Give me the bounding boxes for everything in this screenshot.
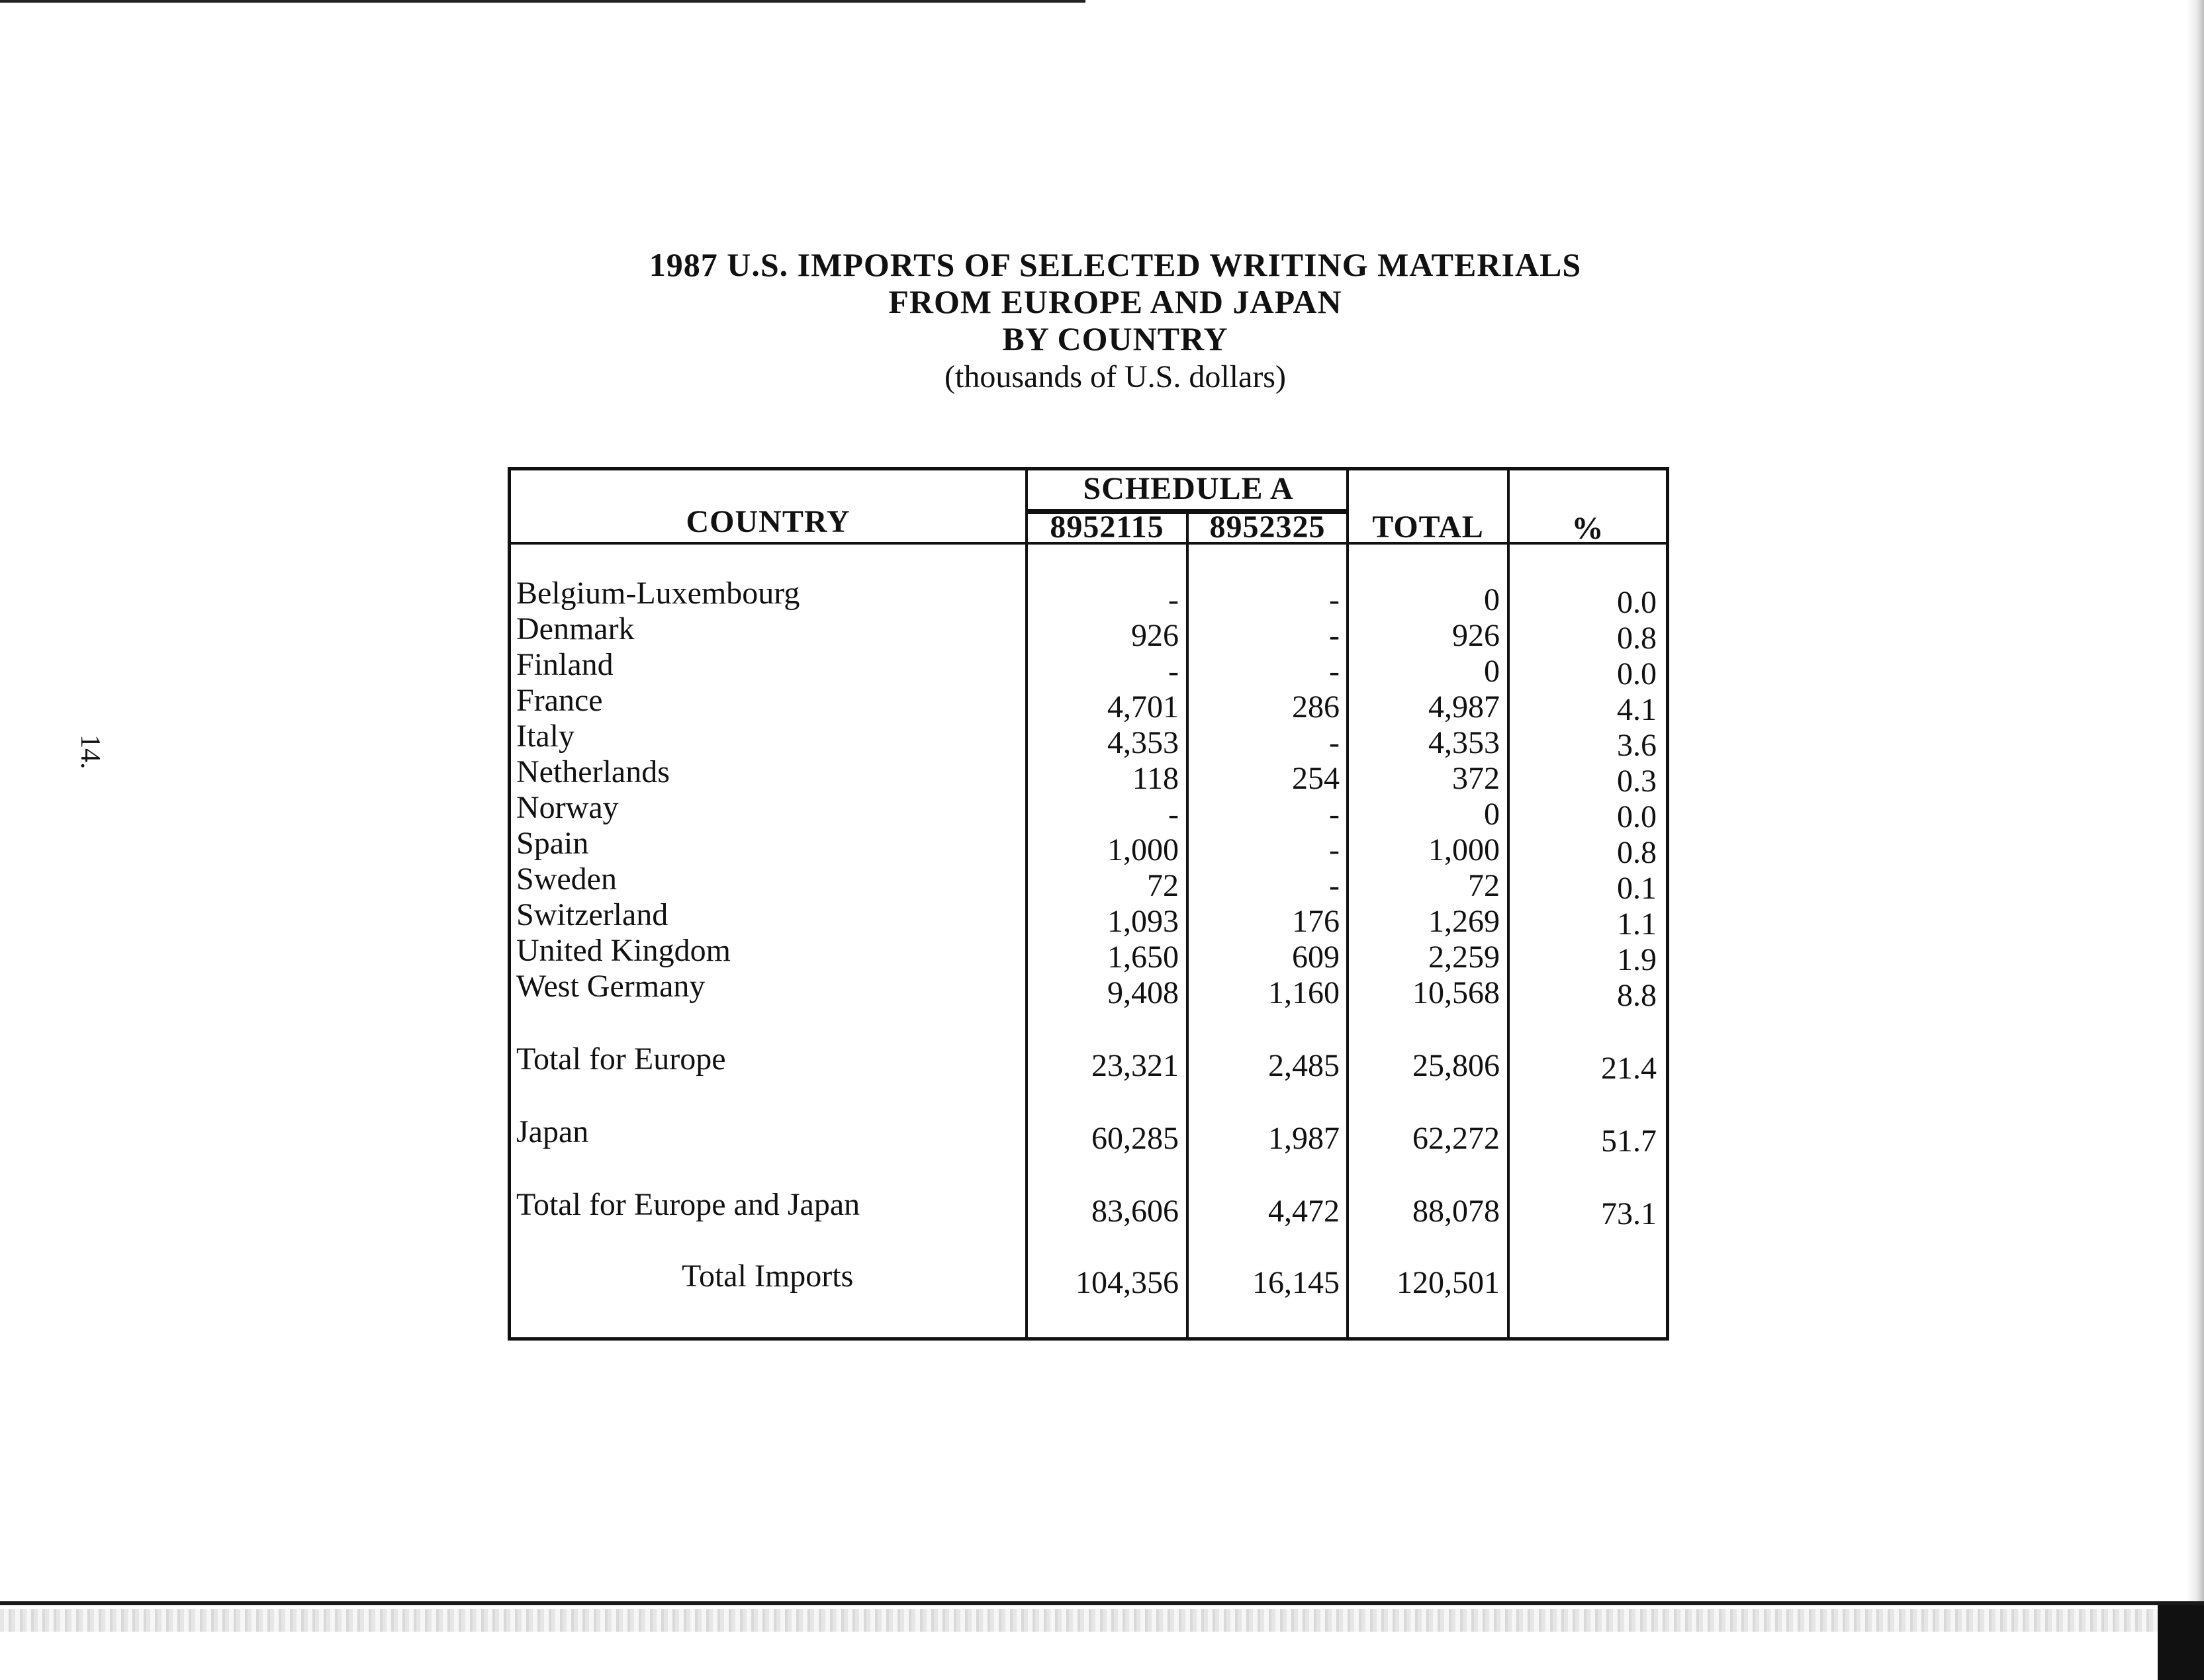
country-cell: Switzerland — [516, 897, 668, 932]
value-percent: 21.4 — [1601, 1051, 1657, 1086]
scan-edge-right — [2187, 0, 2204, 1680]
value-8952325: - — [1329, 868, 1340, 903]
header-schedule: SCHEDULE A — [1083, 471, 1294, 506]
country-cell: West Germany — [516, 969, 706, 1004]
value-percent: 0.3 — [1617, 764, 1657, 799]
title-line-2: FROM EUROPE AND JAPAN — [888, 283, 1342, 320]
value-total: 4,987 — [1428, 689, 1500, 725]
country-cell: Netherlands — [516, 754, 670, 789]
value-percent: 4.1 — [1617, 692, 1657, 727]
value-8952115: 104,356 — [1076, 1265, 1179, 1300]
country-cell: Norway — [516, 790, 619, 825]
header-percent: % — [1571, 511, 1604, 546]
value-percent: 0.1 — [1617, 871, 1657, 906]
value-8952115: 60,285 — [1091, 1121, 1179, 1156]
value-8952115: 1,093 — [1107, 904, 1179, 939]
value-8952325: 4,472 — [1268, 1194, 1340, 1229]
value-percent: 51.7 — [1601, 1124, 1657, 1159]
value-8952325: 1,160 — [1268, 975, 1340, 1010]
value-8952325: 609 — [1292, 940, 1340, 975]
value-total: 372 — [1452, 761, 1500, 796]
value-8952115: 4,353 — [1107, 725, 1179, 760]
header-country: COUNTRY — [686, 504, 850, 539]
imports-table — [508, 467, 1669, 1341]
value-8952115: - — [1168, 797, 1179, 832]
value-total: 72 — [1468, 868, 1500, 903]
value-8952325: - — [1329, 582, 1340, 617]
value-percent: 1.1 — [1617, 906, 1657, 942]
value-percent: 73.1 — [1601, 1196, 1657, 1231]
value-8952325: 1,987 — [1268, 1121, 1340, 1156]
value-8952325: - — [1329, 654, 1340, 689]
value-total: 2,259 — [1428, 940, 1500, 975]
country-cell: Total for Europe and Japan — [516, 1187, 860, 1222]
scan-grain — [0, 1609, 2204, 1632]
country-cell: Belgium-Luxembourg — [516, 576, 800, 611]
scan-edge-bottom — [0, 1601, 2204, 1680]
value-total: 1,000 — [1428, 832, 1500, 867]
value-8952325: - — [1329, 797, 1340, 832]
country-cell: France — [516, 683, 603, 718]
value-total: 120,501 — [1397, 1265, 1500, 1300]
country-cell: Total for Europe — [516, 1041, 726, 1077]
title-line-3: BY COUNTRY — [1002, 320, 1228, 357]
value-percent: 0.0 — [1617, 799, 1657, 834]
value-8952325: 254 — [1292, 761, 1340, 796]
value-8952325: - — [1329, 725, 1340, 760]
value-percent: 0.8 — [1617, 621, 1657, 656]
country-cell: Denmark — [516, 611, 635, 646]
country-cell: Finland — [516, 647, 614, 682]
value-8952115: 23,321 — [1091, 1048, 1179, 1083]
title-line-1: 1987 U.S. IMPORTS OF SELECTED WRITING MATERIALS — [649, 246, 1582, 283]
value-total: 0 — [1484, 654, 1500, 689]
header-code-8952115: 8952115 — [1050, 509, 1164, 545]
value-total: 88,078 — [1412, 1194, 1500, 1229]
country-cell: Total Imports — [682, 1259, 854, 1294]
value-percent: 0.0 — [1617, 585, 1657, 620]
value-8952115: 83,606 — [1091, 1194, 1179, 1229]
value-percent: 0.8 — [1617, 835, 1657, 870]
value-8952325: 286 — [1292, 689, 1340, 725]
value-8952325: 16,145 — [1252, 1265, 1340, 1300]
scan-corner — [2158, 1605, 2204, 1680]
value-8952325: - — [1329, 832, 1340, 867]
page-number: 14. — [75, 734, 105, 770]
value-8952115: 9,408 — [1107, 975, 1179, 1010]
value-total: 1,269 — [1428, 904, 1500, 939]
value-8952115: 926 — [1131, 618, 1179, 653]
value-8952115: - — [1168, 654, 1179, 689]
title-units: (thousands of U.S. dollars) — [944, 359, 1286, 394]
value-8952115: 72 — [1147, 868, 1179, 903]
value-8952115: 1,000 — [1107, 832, 1179, 867]
value-8952115: 4,701 — [1107, 689, 1179, 725]
value-8952115: - — [1168, 582, 1179, 617]
value-8952325: 2,485 — [1268, 1048, 1340, 1083]
value-percent: 0.0 — [1617, 656, 1657, 691]
value-total: 0 — [1484, 582, 1500, 617]
title-block — [529, 246, 1701, 397]
value-8952325: 176 — [1292, 904, 1340, 939]
country-cell: Spain — [516, 826, 589, 861]
value-total: 25,806 — [1412, 1048, 1500, 1083]
value-total: 62,272 — [1412, 1121, 1500, 1156]
country-cell: Italy — [516, 719, 574, 754]
value-8952115: 1,650 — [1107, 940, 1179, 975]
header-total: TOTAL — [1372, 509, 1484, 545]
value-total: 4,353 — [1428, 725, 1500, 760]
country-cell: Japan — [516, 1114, 589, 1149]
value-8952325: - — [1329, 618, 1340, 653]
value-total: 10,568 — [1412, 975, 1500, 1010]
scan-edge-top — [0, 0, 1085, 3]
value-total: 0 — [1484, 797, 1500, 832]
country-cell: United Kingdom — [516, 933, 731, 968]
value-8952115: 118 — [1132, 761, 1179, 796]
value-percent: 3.6 — [1617, 728, 1657, 763]
value-percent: 8.8 — [1617, 978, 1657, 1013]
country-cell: Sweden — [516, 862, 617, 897]
value-percent: 1.9 — [1617, 942, 1657, 977]
value-total: 926 — [1452, 618, 1500, 653]
header-code-8952325: 8952325 — [1209, 509, 1326, 545]
